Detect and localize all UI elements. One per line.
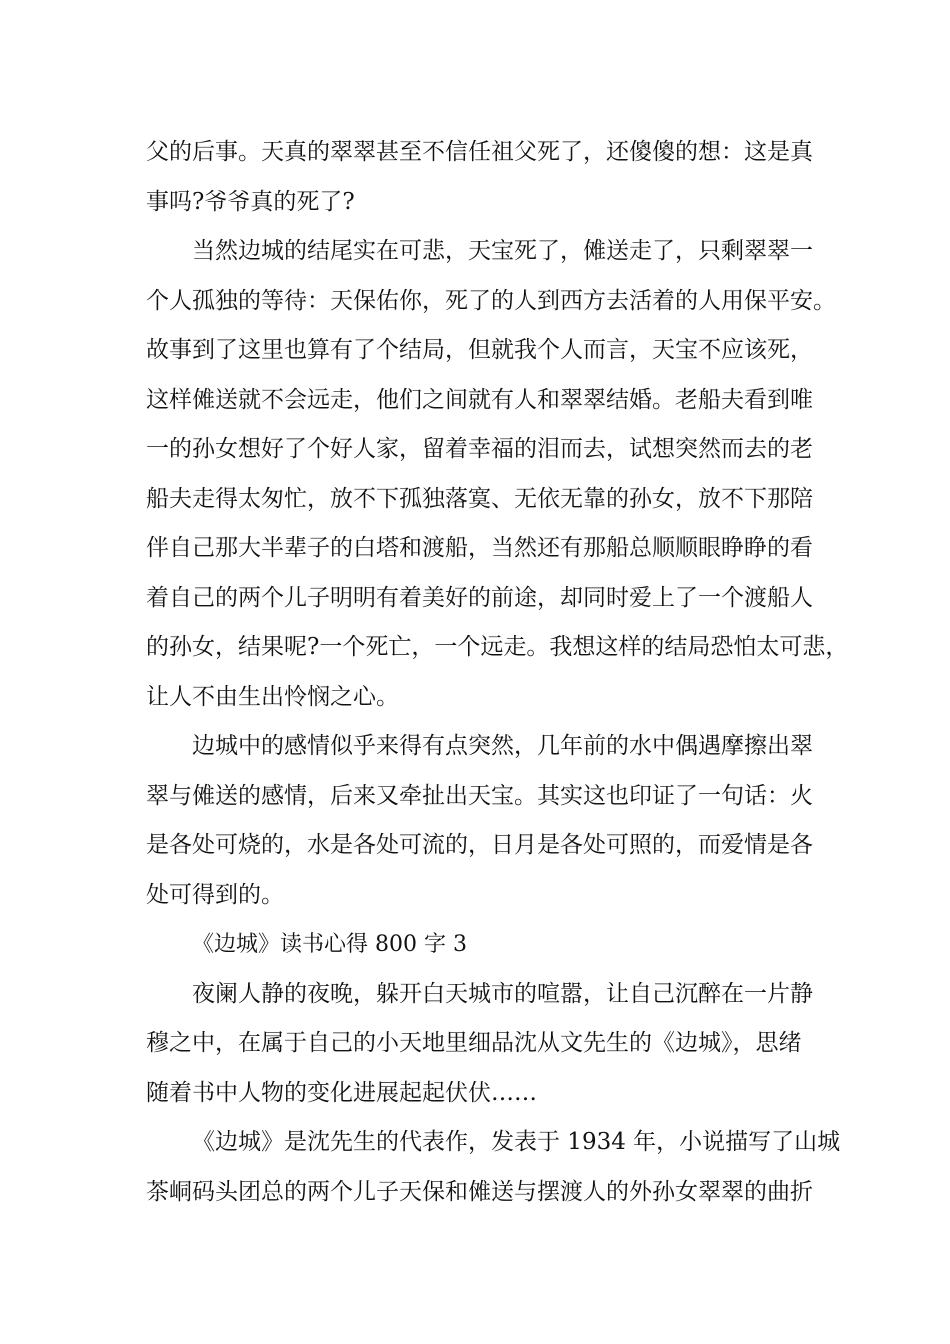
text-line: 处可得到的。	[146, 881, 284, 908]
text-line: 伴自己那大半辈子的白塔和渡船，当然还有那船总顺顺眼睁睁的看	[146, 535, 813, 561]
text-line: 这样傩送就不会远走，他们之间就有人和翠翠结婚。老船夫看到唯	[146, 386, 813, 413]
paragraph-start-line: 边城中的感情似乎来得有点突然，几年前的水中偶遇摩擦出翠	[192, 733, 813, 759]
text-line: 穆之中，在属于自己的小天地里细品沈从文先生的《边城》，思绪	[146, 1030, 802, 1056]
document-body	[146, 128, 849, 1217]
section-heading: 《边城》读书心得 800 字 3	[192, 932, 467, 957]
text-line: 一的孙女想好了个好人家，留着幸福的泪而去，试想突然而去的老	[146, 436, 813, 462]
text-line: 着自己的两个儿子明明有着美好的前途，却同时爱上了一个渡船人	[146, 584, 813, 611]
paragraph-start-line: 当然边城的结尾实在可悲，天宝死了，傩送走了，只剩翠翠一	[192, 238, 813, 264]
text-line: 茶峒码头团总的两个儿子天保和傩送与摆渡人的外孙女翠翠的曲折	[146, 1178, 813, 1205]
text-line: 个人孤独的等待：天保佑你，死了的人到西方去活着的人用保平安。	[146, 287, 836, 314]
text-line: 故事到了这里也算有了个结局，但就我个人而言，天宝不应该死，	[146, 337, 813, 363]
text-line: 翠与傩送的感情，后来又牵扯出天宝。其实这也印证了一句话：火	[146, 782, 813, 809]
text-line: 随着书中人物的变化进展起起伏伏……	[146, 1079, 537, 1106]
text-line: 让人不由生出怜悯之心。	[146, 683, 399, 710]
text-line: 船夫走得太匆忙，放不下孤独落寞、无依无靠的孙女，放不下那陪	[146, 485, 813, 512]
text-line: 父的后事。天真的翠翠甚至不信任祖父死了，还傻傻的想：这是真	[146, 139, 813, 165]
paragraph-start-line: 《边城》是沈先生的代表作，发表于 1934 年，小说描写了山城	[192, 1129, 841, 1155]
text-line: 事吗?爷爷真的死了?	[146, 188, 355, 215]
paragraph-start-line: 夜阑人静的夜晚，躲开白天城市的喧嚣，让自己沉醉在一片静	[192, 980, 813, 1007]
text-line: 的孙女，结果呢?一个死亡，一个远走。我想这样的结局恐怕太可悲，	[146, 634, 849, 660]
text-line: 是各处可烧的，水是各处可流的，日月是各处可照的，而爱情是各	[146, 832, 813, 858]
